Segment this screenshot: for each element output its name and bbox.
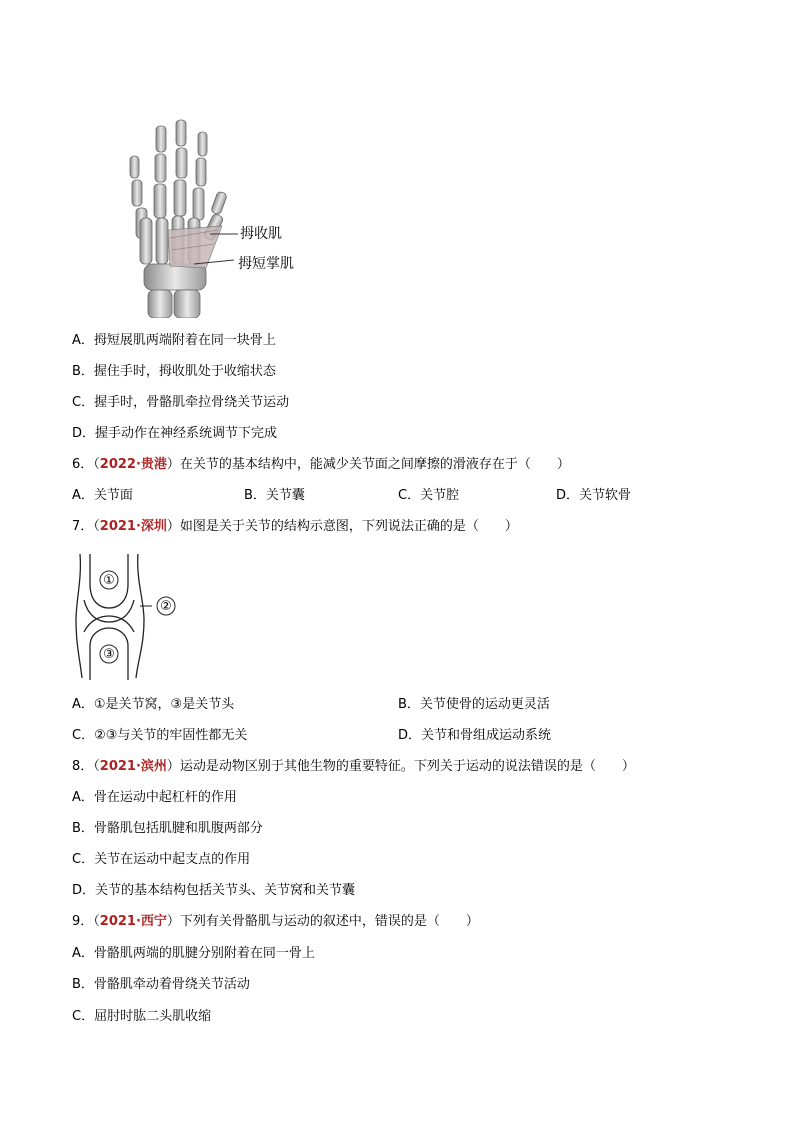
q8-stem <box>72 759 635 775</box>
q7-stem <box>72 519 518 535</box>
q7-option-d: D．关节和骨组成运动系统 <box>398 728 552 743</box>
hand-label-adductor: 拇收肌 <box>240 226 282 242</box>
q8-number: 8．（ <box>72 759 100 774</box>
q5-option-b: B．握住手时，拇收肌处于收缩状态 <box>72 364 276 379</box>
q8-option-d: D．关节的基本结构包括关节头、关节窝和关节囊 <box>72 883 356 898</box>
q6-source: 2022·贵港 <box>99 457 167 472</box>
q6-stem <box>72 457 570 473</box>
q7-option-b: B．关节使骨的运动更灵活 <box>398 697 550 712</box>
q7-source: 2021·深圳 <box>99 519 167 534</box>
joint-structure-diagram <box>68 550 188 684</box>
q9-stem <box>72 914 479 930</box>
q7-option-a: A．①是关节窝，③是关节头 <box>72 697 235 712</box>
q9-option-c: C．屈肘时肱二头肌收缩 <box>72 1009 212 1024</box>
q6-option-d: D．关节软骨 <box>556 488 632 503</box>
joint-label-3: ③ <box>103 647 115 662</box>
joint-label-2: ② <box>160 599 172 614</box>
q8-source: 2021·滨州 <box>99 759 167 774</box>
q6-option-c: C．关节腔 <box>398 488 460 503</box>
q9-stem-text: ）下列有关骨骼肌与运动的叙述中，错误的是（ ） <box>166 914 479 929</box>
q8-option-b: B．骨骼肌包括肌腱和肌腹两部分 <box>72 821 263 836</box>
q7-option-c: C．②③与关节的牢固性都无关 <box>72 728 248 743</box>
q9-option-b: B．骨骼肌牵动着骨绕关节活动 <box>72 977 250 992</box>
joint-label-1: ① <box>103 573 115 588</box>
q9-number: 9．（ <box>72 914 100 929</box>
q7-stem-text: ）如图是关于关节的结构示意图，下列说法正确的是（ ） <box>166 519 518 534</box>
q6-number: 6．（ <box>72 457 100 472</box>
q7-number: 7．（ <box>72 519 100 534</box>
hand-skeleton-figure <box>110 118 310 318</box>
q6-option-b: B．关节囊 <box>244 488 305 503</box>
q9-source: 2021·西宁 <box>99 914 167 929</box>
q9-option-a: A．骨骼肌两端的肌腱分别附着在同一骨上 <box>72 946 315 961</box>
q8-stem-text: ）运动是动物区别于其他生物的重要特征。下列关于运动的说法错误的是（ ） <box>166 759 635 774</box>
q6-stem-text: ）在关节的基本结构中，能减少关节面之间摩擦的滑液存在于（ ） <box>166 457 570 472</box>
q8-option-c: C．关节在运动中起支点的作用 <box>72 852 251 867</box>
q8-option-a: A．骨在运动中起杠杆的作用 <box>72 790 237 805</box>
hand-label-short-palmar: 拇短掌肌 <box>238 256 294 272</box>
q5-option-d: D．握手动作在神经系统调节下完成 <box>72 426 278 441</box>
q5-option-a: A．拇短展肌两端附着在同一块骨上 <box>72 333 276 348</box>
q6-option-a: A．关节面 <box>72 488 133 503</box>
q5-option-c: C．握手时，骨骼肌牵拉骨绕关节运动 <box>72 395 290 410</box>
